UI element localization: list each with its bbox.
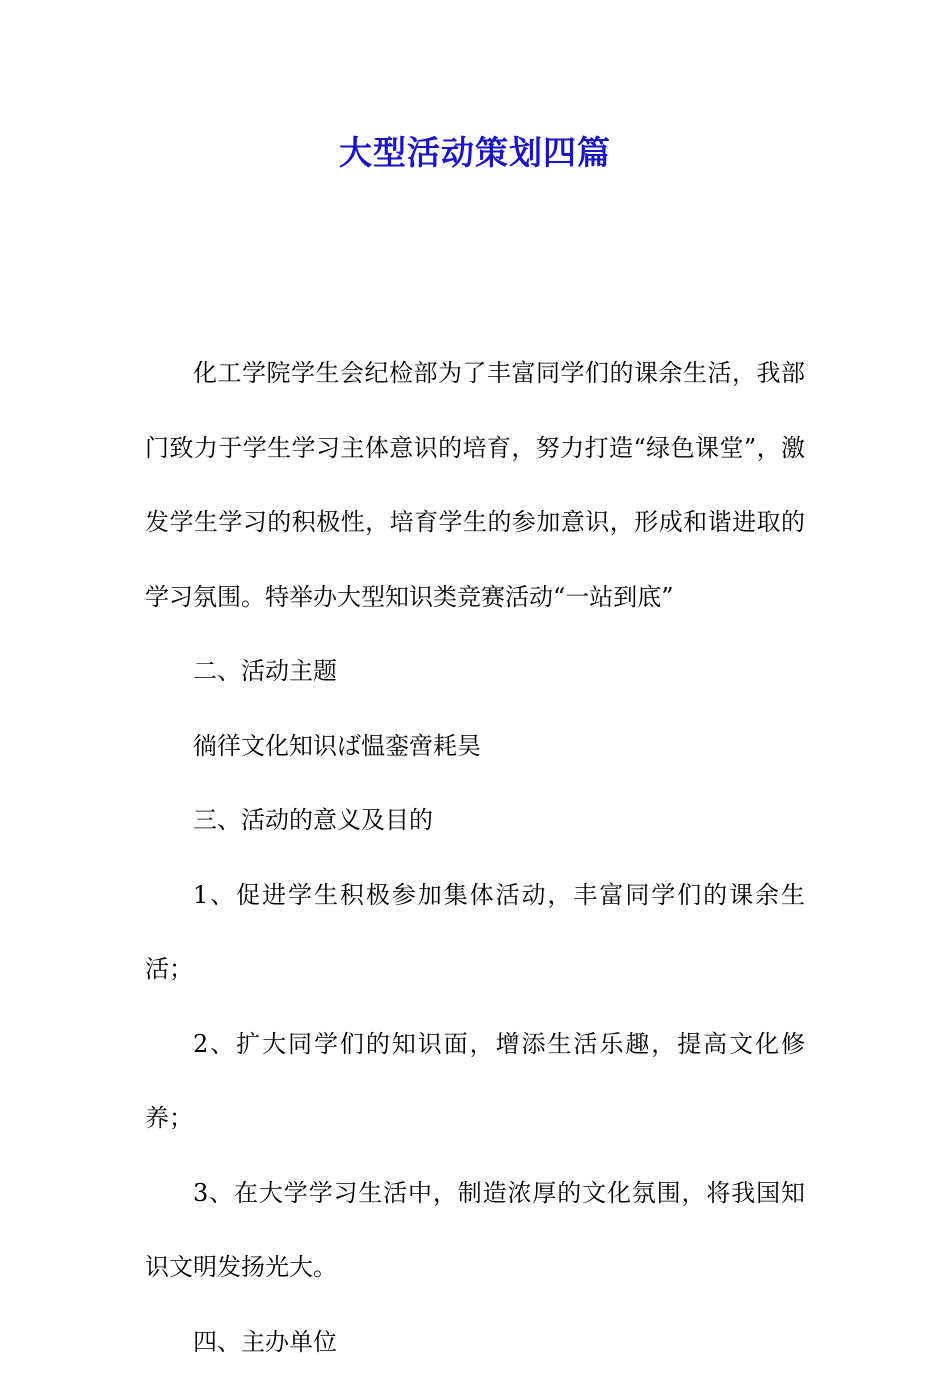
heading-significance-purpose: 三、活动的意义及目的 (145, 783, 805, 858)
document-body (145, 336, 805, 1379)
heading-organizer: 四、主办单位 (145, 1305, 805, 1379)
document-title: 大型活动策划四篇 (0, 128, 950, 178)
list-item-purpose-2: 2、扩大同学们的知识面，增添生活乐趣，提高文化修养； (145, 1007, 805, 1156)
list-item-purpose-1: 1、促进学生积极参加集体活动，丰富同学们的课余生活； (145, 858, 805, 1007)
heading-activity-theme: 二、活动主题 (145, 634, 805, 709)
list-item-purpose-3: 3、在大学学习生活中，制造浓厚的文化氛围，将我国知识文明发扬光大。 (145, 1156, 805, 1305)
paragraph-intro: 化工学院学生会纪检部为了丰富同学们的课余生活，我部门致力于学生学习主体意识的培育，努力打造“绿色课堂”，激发学生学习的积极性，培育学生的参加意识，形成和谐进取的学习氛围。特举办大型知识类竞赛活动“一站到底” (145, 336, 805, 634)
paragraph-theme-text: 徜徉文化知识ば愠銮啻耗昊 (145, 709, 805, 784)
